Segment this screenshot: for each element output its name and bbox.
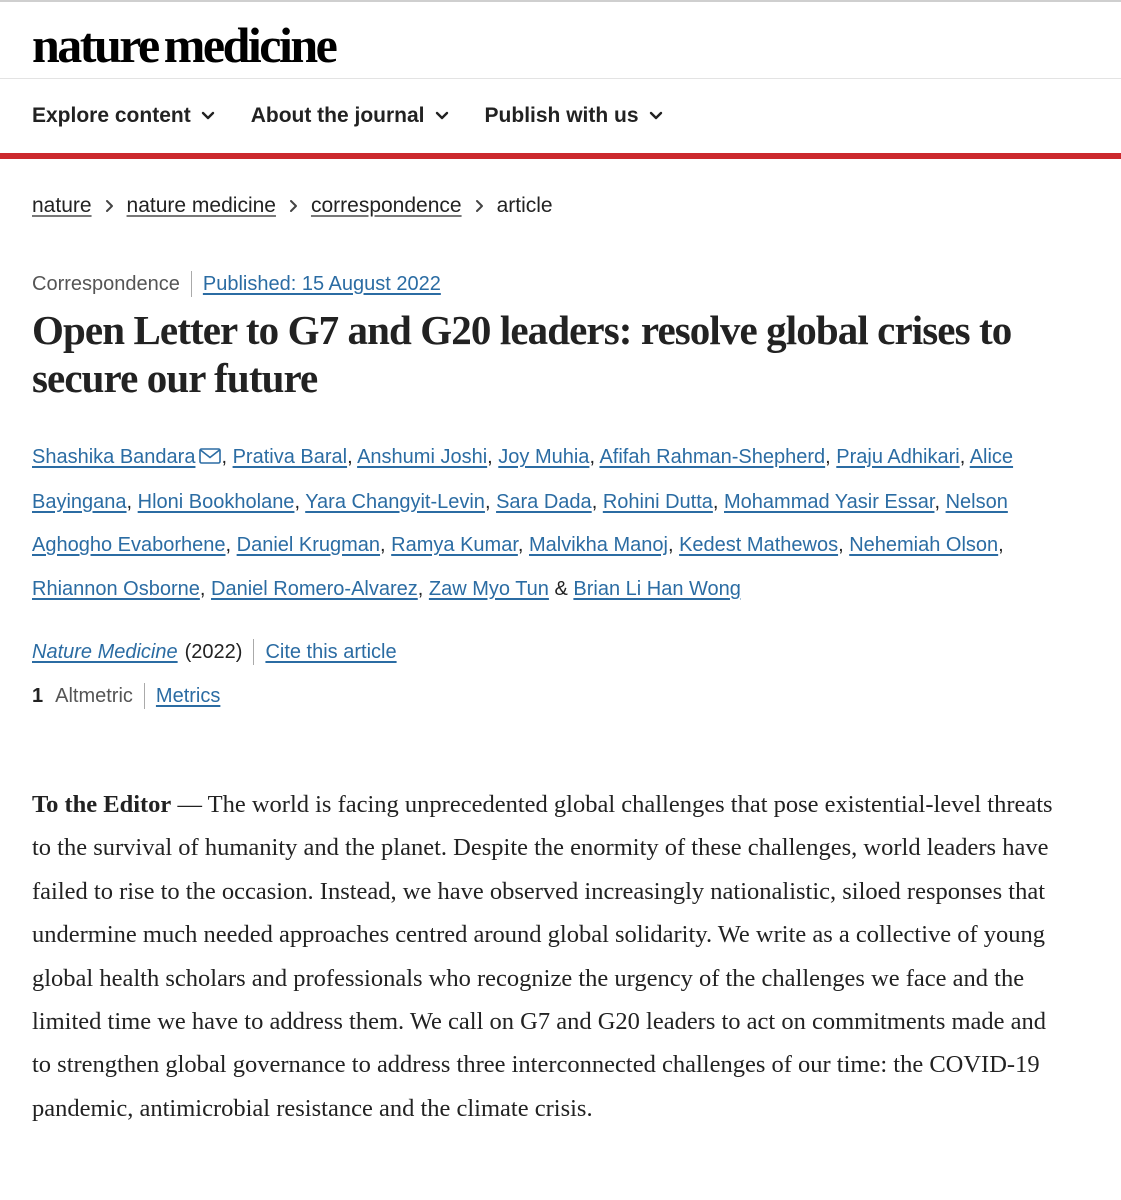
em-dash: — xyxy=(171,791,208,818)
chevron-right-icon xyxy=(289,199,298,213)
author-link[interactable]: Joy Muhia xyxy=(498,446,590,468)
chevron-right-icon xyxy=(105,199,114,213)
nav-explore-content[interactable] xyxy=(32,104,215,128)
breadcrumb-correspondence[interactable]: correspondence xyxy=(310,194,462,217)
author-link[interactable]: Nehemiah Olson xyxy=(849,534,999,556)
author-link[interactable]: Rohini Dutta xyxy=(602,490,713,513)
author-list: Shashika Bandara , Prativa Baral, Anshumi Joshi, Joy Muhia, Afifah Rahman-Shepherd, Praju Adhikari, Alice Bayingana, Hloni Bookholane, Yara Changyit-Levin, Sara Dada, Rohini Dutta, Mohammad Yasir Essar, Nelson Aghogho Evaborhene, Daniel Krugman, Ramya Kumar, Malvikha Manoj, Kedest Mathewos, Nehemiah Olson, Rhiannon Osborne, Daniel Romero-Alvarez, Zaw Myo Tun & Brian Li Han Wong xyxy=(32,436,1081,611)
published-date-link[interactable]: Published: 15 August 2022 xyxy=(202,272,441,295)
breadcrumb-nature-medicine[interactable]: nature medicine xyxy=(126,194,276,217)
lead-in: To the Editor xyxy=(32,791,172,818)
author-link[interactable]: Anshumi Joshi xyxy=(357,446,488,468)
article-meta xyxy=(0,271,1121,297)
nav-label: Explore content xyxy=(32,104,191,127)
journal-year: (2022) xyxy=(184,640,243,663)
chevron-down-icon xyxy=(435,111,449,121)
author-link[interactable]: Daniel Romero-Alvarez xyxy=(211,577,418,600)
author-link[interactable]: Afifah Rahman-Shepherd xyxy=(599,446,826,468)
body-paragraph: The world is facing unprecedented global challenges that pose existential-level threats to the survival of humanity and the planet. Despite the enormity of these challenges, world leaders have failed to rise to the occasion. Instead, we have observed increasingly nationalistic, siloed responses that undermine much needed approaches centred around global solidarity. We write as a collective of young global health scholars and professionals who recognize the urgency of the challenges we face and the limited time we have to address them. We call on G7 and G20 leaders to act on commitments made and to strengthen global governance to address three interconnected challenges of our time: the COVID-19 pandemic, antimicrobial resistance and the climate crisis. xyxy=(32,791,1053,1122)
author-link[interactable]: Daniel Krugman xyxy=(236,534,381,556)
author-link[interactable]: Zaw Myo Tun xyxy=(428,577,549,600)
divider xyxy=(144,683,145,709)
logo-word-nature: nature xyxy=(32,17,158,73)
breadcrumb-current: article xyxy=(496,194,553,217)
altmetric-label: Altmetric xyxy=(55,684,133,707)
nature-medicine-logo[interactable] xyxy=(32,2,336,73)
main-nav xyxy=(0,79,1121,153)
accent-bar xyxy=(0,153,1121,159)
metrics-link[interactable]: Metrics xyxy=(155,684,221,707)
site-header xyxy=(0,2,1121,79)
author-link[interactable]: Prativa Baral xyxy=(232,446,348,468)
nav-label: Publish with us xyxy=(484,104,639,127)
nav-publish-with-us[interactable] xyxy=(485,104,663,128)
author-link[interactable]: Brian Li Han Wong xyxy=(573,577,741,600)
author-link[interactable]: Sara Dada xyxy=(496,490,592,513)
author-link[interactable]: Shashika Bandara xyxy=(32,446,196,468)
article-body xyxy=(32,783,1061,1130)
author-link[interactable]: Mohammad Yasir Essar xyxy=(724,490,935,513)
nav-about-the-journal[interactable] xyxy=(251,104,449,128)
article-title: Open Letter to G7 and G20 leaders: resolve global crises to secure our future xyxy=(32,307,1012,401)
nav-label: About the journal xyxy=(250,104,425,127)
chevron-down-icon xyxy=(649,111,663,121)
breadcrumb-nature[interactable]: nature xyxy=(32,194,92,217)
journal-link[interactable]: Nature Medicine xyxy=(32,640,178,663)
author-link[interactable]: Nelson Aghogho Evaborhene xyxy=(32,490,1008,556)
author-link[interactable]: Kedest Mathewos xyxy=(679,534,839,556)
journal-line xyxy=(0,639,1121,665)
author-link[interactable]: Alice Bayingana xyxy=(32,446,1014,513)
altmetric-count: 1 xyxy=(32,684,44,707)
breadcrumb xyxy=(0,193,1121,219)
author-link[interactable]: Yara Changyit-Levin xyxy=(305,490,485,513)
mail-icon[interactable] xyxy=(199,437,221,481)
chevron-right-icon xyxy=(475,199,484,213)
author-link[interactable]: Rhiannon Osborne xyxy=(32,577,200,600)
author-link[interactable]: Hloni Bookholane xyxy=(137,490,295,513)
chevron-down-icon xyxy=(201,111,215,121)
article-type: Correspondence xyxy=(32,272,180,295)
divider xyxy=(191,271,192,297)
author-link[interactable]: Ramya Kumar xyxy=(391,534,518,556)
logo-word-medicine: medicine xyxy=(163,17,336,73)
metrics-line xyxy=(0,683,1121,709)
cite-this-article-link[interactable]: Cite this article xyxy=(265,640,397,663)
divider xyxy=(253,639,254,665)
author-link[interactable]: Malvikha Manoj xyxy=(529,534,668,556)
author-link[interactable]: Praju Adhikari xyxy=(836,446,960,468)
